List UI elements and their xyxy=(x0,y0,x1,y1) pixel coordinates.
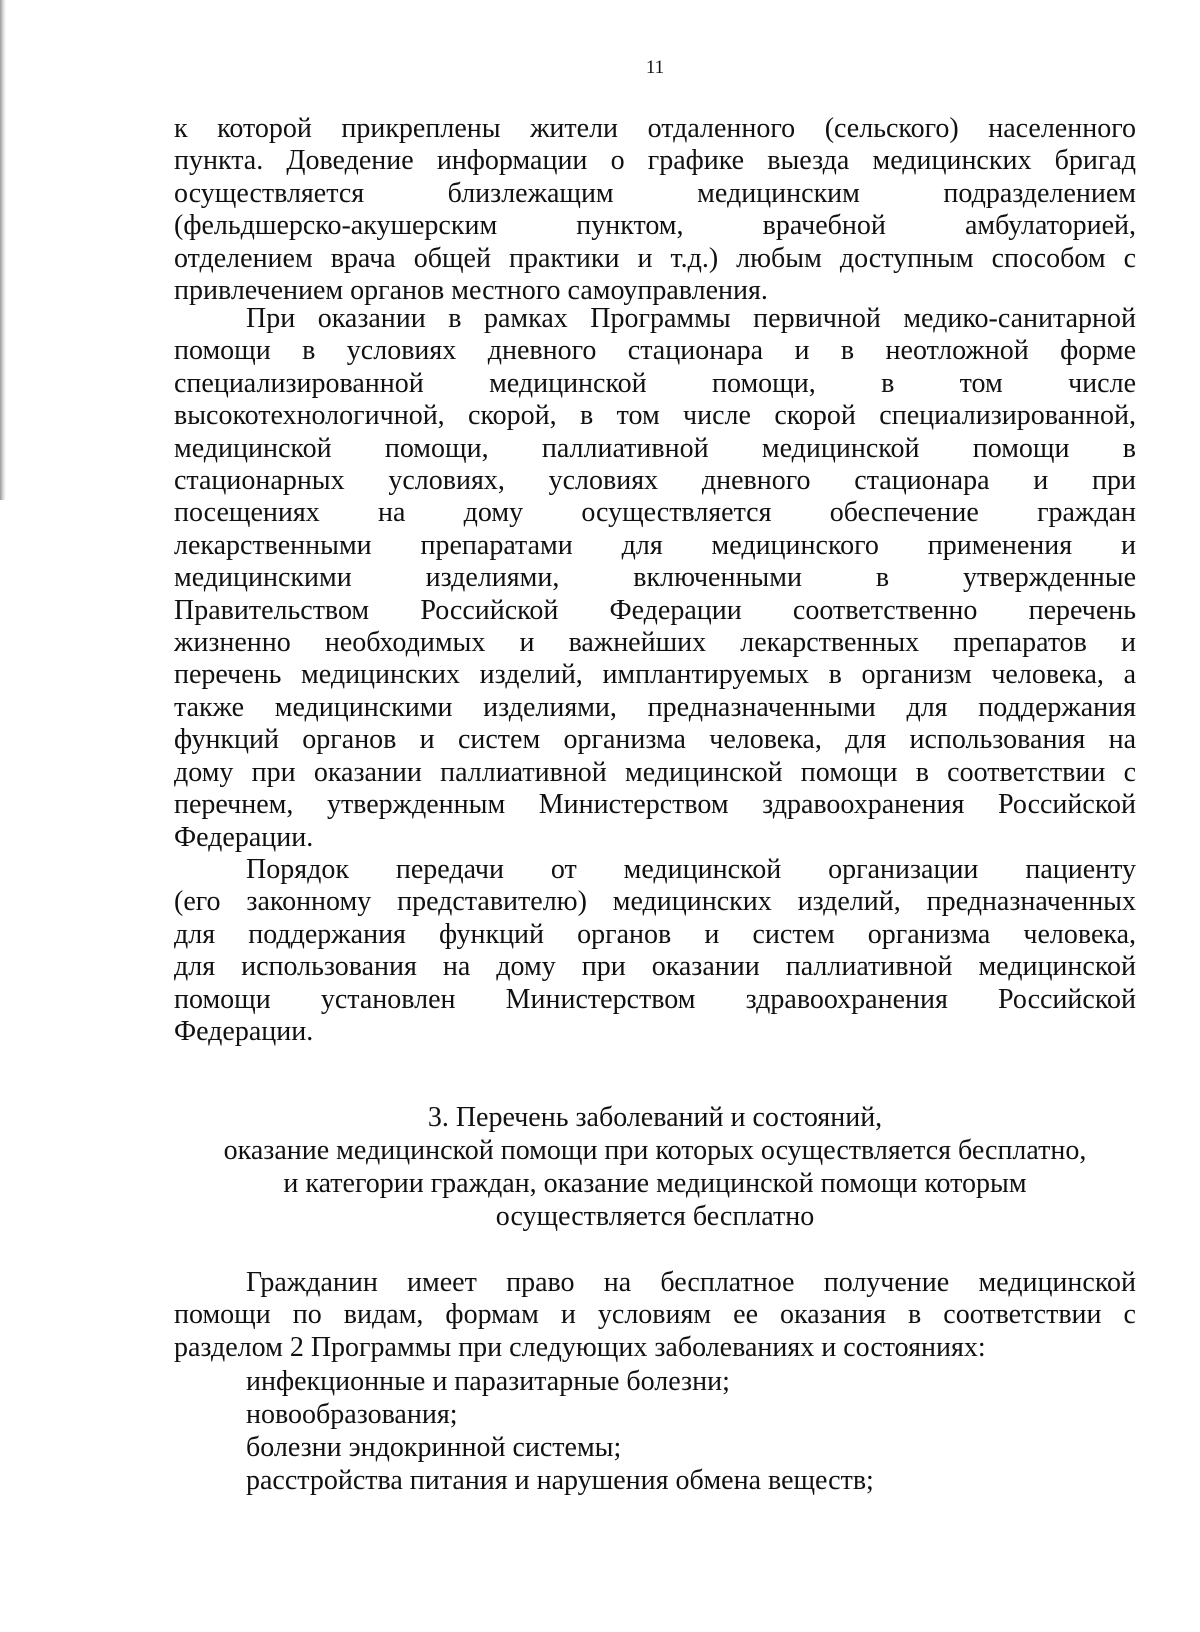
text-line: дому при оказании паллиативной медицинской помощи в соответствии с xyxy=(174,756,1136,788)
text-line: (фельдшерско-акушерским пунктом, врачебной амбулаторией, xyxy=(174,210,1136,242)
text-line: перечнем, утвержденным Министерством здравоохранения Российской xyxy=(174,789,1136,821)
text-line: лекарственными препаратами для медицинского применения и xyxy=(174,529,1136,561)
heading-line: оказание медицинской помощи при которых осуществляется бесплатно, xyxy=(223,1135,1087,1166)
conditions-list xyxy=(246,1365,874,1497)
text-line: При оказании в рамках Программы первичной медико-санитарной xyxy=(246,303,1136,334)
text-line: Федерации. xyxy=(174,1016,314,1048)
text-line: Правительством Российской Федерации соответственно перечень xyxy=(174,594,1136,626)
text-line: Порядок передачи от медицинской организации пациенту xyxy=(246,854,1136,885)
text-line: помощи по видам, формам и условиям ее оказания в соответствии с xyxy=(174,1299,1136,1331)
paragraph-free-care-right xyxy=(174,1267,1136,1364)
heading-line: 3. Перечень заболеваний и состояний, xyxy=(427,1102,883,1133)
text-line: привлечением органов местного самоуправления. xyxy=(174,275,768,307)
text-line: Федерации. xyxy=(174,821,314,853)
text-line: для использования на дому при оказании паллиативной медицинской xyxy=(174,951,1136,983)
text-line: также медицинскими изделиями, предназначенными для поддержания xyxy=(174,691,1136,723)
text-line: отделением врача общей практики и т.д.) любым доступным способом с xyxy=(174,242,1136,274)
text-line: стационарных условиях, условиях дневного стационара и при xyxy=(174,465,1136,497)
text-line: разделом 2 Программы при следующих заболеваниях и состояниях: xyxy=(174,1331,986,1363)
text-line: помощи установлен Министерством здравоохранения Российской xyxy=(174,983,1136,1015)
text-line: медицинской помощи, паллиативной медицинской помощи в xyxy=(174,432,1136,464)
text-line: перечень медицинских изделий, имплантируемых в организм человека, а xyxy=(174,659,1136,691)
text-line: посещениях на дому осуществляется обеспечение граждан xyxy=(174,497,1136,529)
text-line: для поддержания функций органов и систем организма человека, xyxy=(174,918,1136,950)
text-line: жизненно необходимых и важнейших лекарственных препаратов и xyxy=(174,627,1136,659)
continuation-paragraph xyxy=(174,113,1136,307)
paragraph-medication-provision xyxy=(174,303,1136,854)
text-line: высокотехнологичной, скорой, в том числе скорой специализированной, xyxy=(174,400,1136,432)
text-line: осуществляется близлежащим медицинским подразделением xyxy=(174,177,1136,209)
text-line: пункта. Доведение информации о графике выезда медицинских бригад xyxy=(174,145,1136,177)
paragraph-device-transfer xyxy=(174,854,1136,1048)
text-line: (его законному представителю) медицинских изделий, предназначенных xyxy=(174,886,1136,918)
text-line: функций органов и систем организма человека, для использования на xyxy=(174,724,1136,756)
section-heading xyxy=(174,1101,1136,1233)
heading-line: и категории граждан, оказание медицинской помощи которым xyxy=(283,1168,1027,1199)
text-line: Гражданин имеет право на бесплатное получение медицинской xyxy=(246,1267,1136,1298)
text-line: к которой прикреплены жители отдаленного (сельского) населенного xyxy=(174,113,1136,144)
text-line: помощи в условиях дневного стационара и в неотложной форме xyxy=(174,335,1136,367)
list-item: инфекционные и паразитарные болезни; xyxy=(246,1366,730,1397)
heading-line: осуществляется бесплатно xyxy=(495,1201,815,1232)
list-item: болезни эндокринной системы; xyxy=(246,1432,622,1463)
list-item: расстройства питания и нарушения обмена веществ; xyxy=(246,1465,874,1496)
page-number: 11 xyxy=(645,57,665,78)
text-line: медицинскими изделиями, включенными в утвержденные xyxy=(174,562,1136,594)
list-item: новообразования; xyxy=(246,1399,458,1430)
text-line: специализированной медицинской помощи, в том числе xyxy=(174,367,1136,399)
